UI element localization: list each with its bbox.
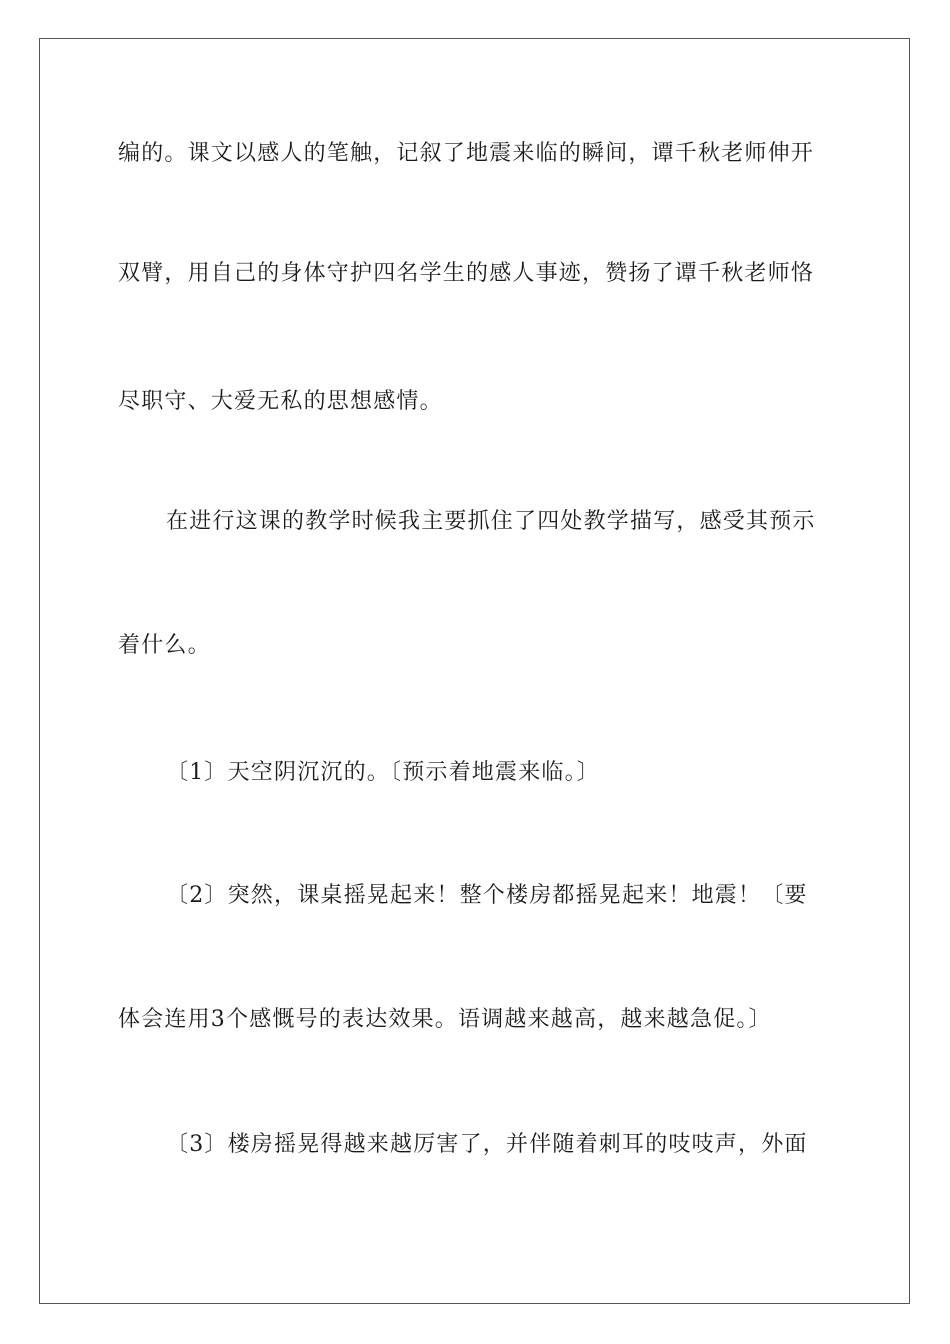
paragraph-line: 编的。课文以感人的笔触，记叙了地震来临的瞬间，谭千秋老师伸开 [118, 141, 815, 166]
list-item-3: 〔3〕楼房摇晃得越来越厉害了，并伴随着刺耳的吱吱声，外面 [166, 1132, 808, 1157]
paragraph-line: 在进行这课的教学时候我主要抓住了四处教学描写，感受其预示 [166, 509, 816, 534]
list-item-2: 〔2〕突然，课桌摇晃起来！整个楼房都摇晃起来！地震！〔要 [166, 883, 808, 908]
paragraph-line: 尽职守、大爱无私的思想感情。 [118, 389, 443, 414]
list-item-1: 〔1〕天空阴沉沉的。〔预示着地震来临。〕 [166, 760, 600, 785]
list-item-2-continuation: 体会连用3个感慨号的表达效果。语调越来越高，越来越急促。〕 [118, 1007, 772, 1032]
page-frame [39, 38, 910, 1304]
paragraph-line: 着什么。 [118, 633, 211, 658]
paragraph-line: 双臂，用自己的身体守护四名学生的感人事迹，赞扬了谭千秋老师恪 [118, 261, 815, 286]
